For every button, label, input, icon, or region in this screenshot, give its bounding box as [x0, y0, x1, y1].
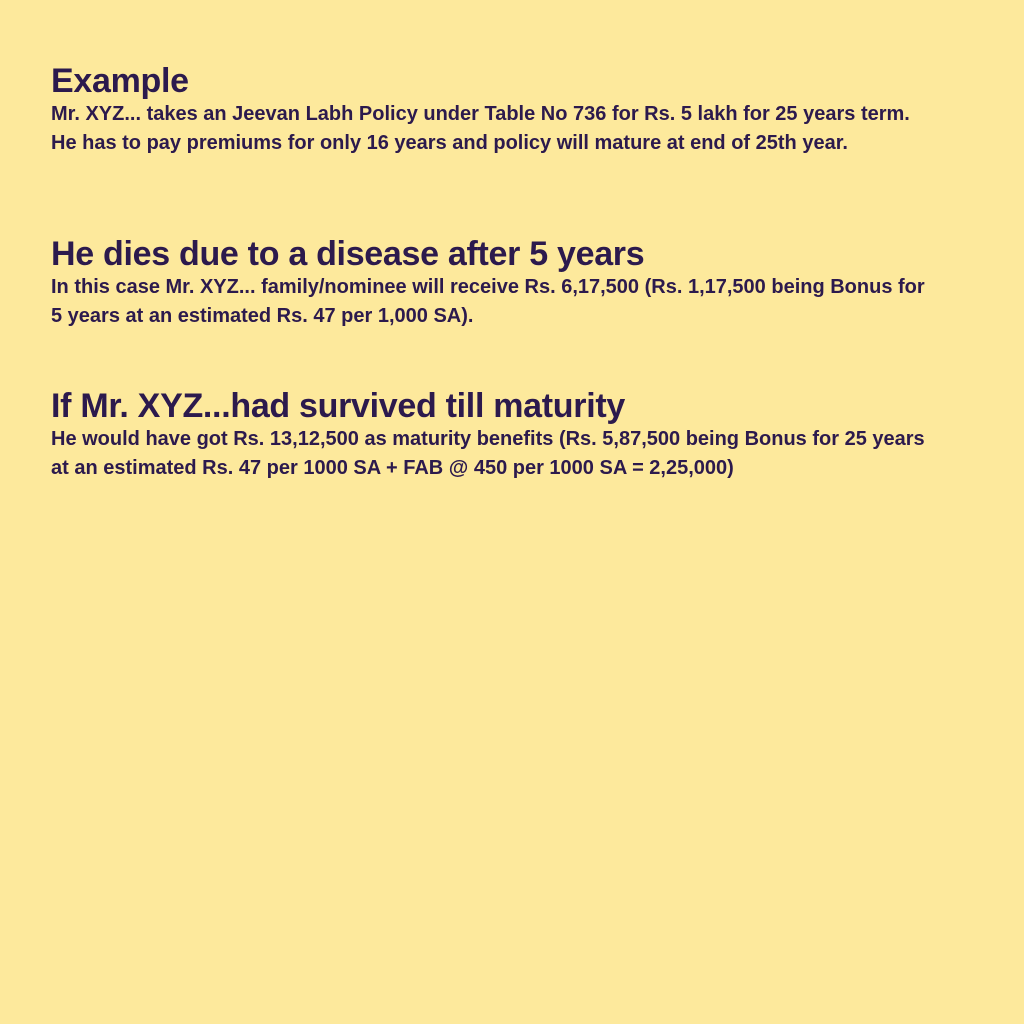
example-heading: Example: [51, 62, 189, 100]
death-scenario-heading: He dies due to a disease after 5 years: [51, 235, 645, 273]
example-section: [51, 62, 931, 157]
maturity-scenario-body: He would have got Rs. 13,12,500 as maturity benefits (Rs. 5,87,500 being Bonus for 25 years at an estimated Rs. 47 per 1000 SA + FAB @ 450 per 1000 SA = 2,25,000): [51, 428, 925, 479]
maturity-scenario-section: [51, 387, 931, 482]
maturity-scenario-heading: If Mr. XYZ...had survived till maturity: [51, 387, 625, 425]
example-body: Mr. XYZ... takes an Jeevan Labh Policy under Table No 736 for Rs. 5 lakh for 25 years term. He has to pay premiums for only 16 years and policy will mature at end of 25th year.: [51, 103, 910, 154]
death-scenario-section: [51, 235, 931, 330]
death-scenario-body: In this case Mr. XYZ... family/nominee will receive Rs. 6,17,500 (Rs. 1,17,500 being Bonus for 5 years at an estimated Rs. 47 per 1,000 SA).: [51, 276, 925, 327]
